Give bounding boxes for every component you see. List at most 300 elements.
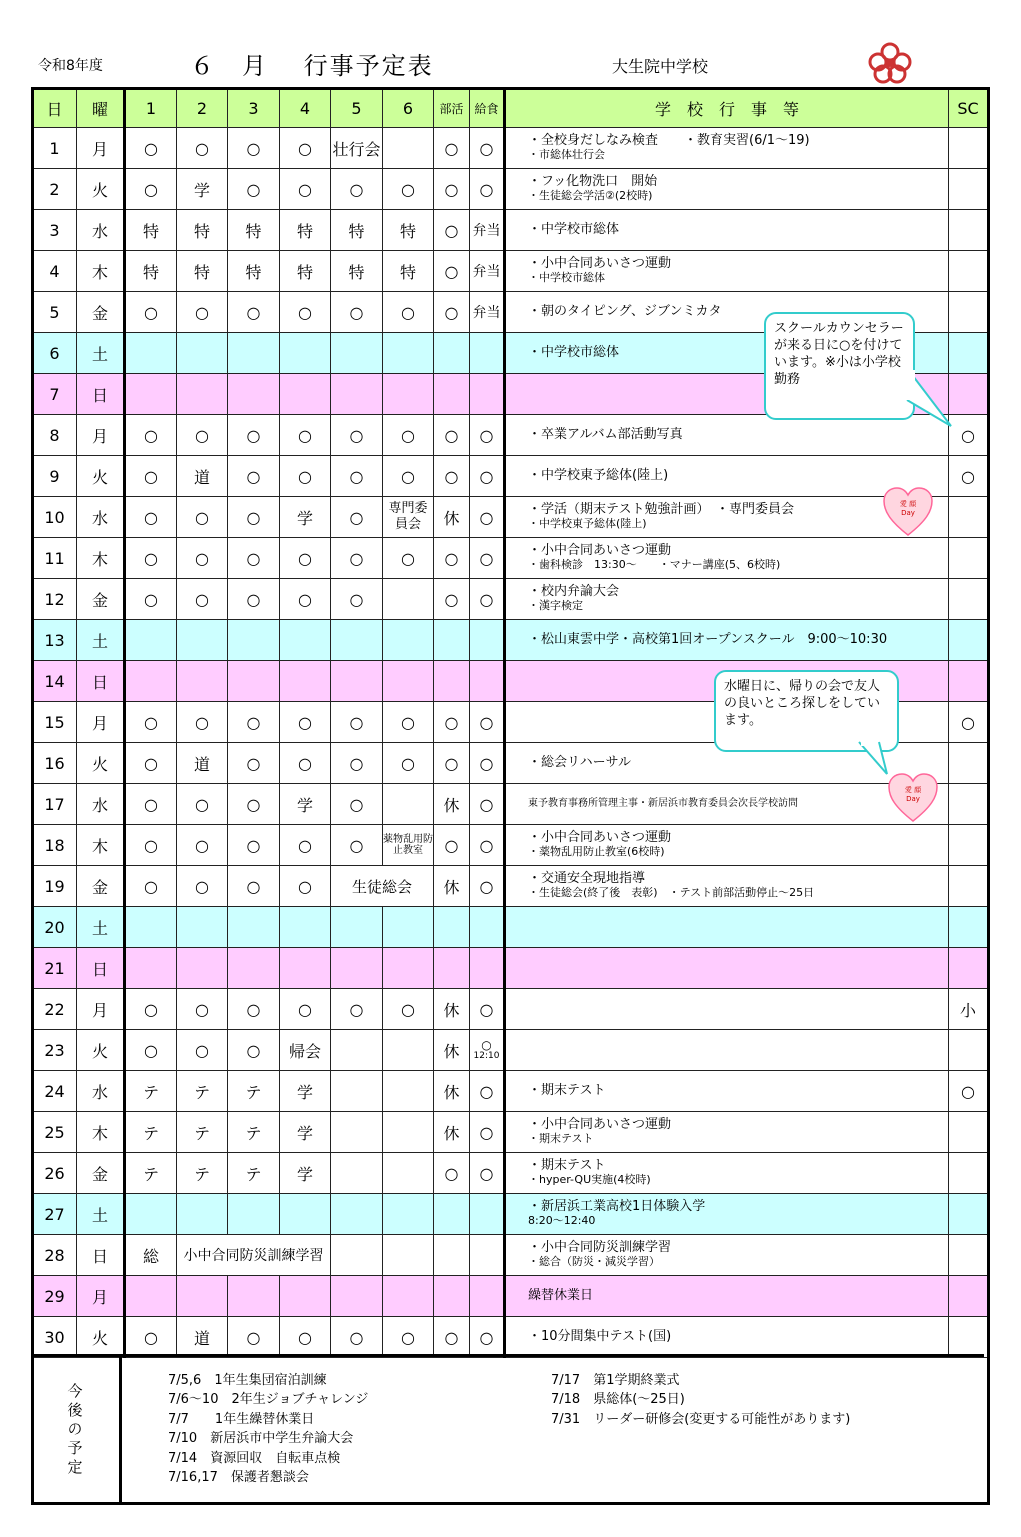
period-cell: ○ (331, 415, 383, 456)
period-cell: ○ (177, 989, 228, 1030)
period-cell (280, 1194, 331, 1235)
upcoming-item: 7/6～10 2年生ジョブチャレンジ (168, 1392, 369, 1408)
period-cell: ○ (228, 989, 280, 1030)
period-cell: 学 (280, 1153, 331, 1194)
period-cell: ○ (228, 1317, 280, 1358)
school-crest-logo-icon (866, 40, 914, 84)
weekday-cell: 月 (77, 702, 125, 743)
sc-cell (949, 1317, 988, 1358)
schedule-row (33, 415, 988, 456)
event-line: ・薬物乱用防止教室(6校時) (528, 845, 665, 858)
period-cell: テ (177, 1153, 228, 1194)
sc-cell (949, 251, 988, 292)
period-cell: ○ (383, 456, 434, 497)
period-cell (177, 1194, 228, 1235)
column-header: SC (949, 89, 988, 128)
day-cell: 23 (33, 1030, 77, 1071)
period-cell (280, 907, 331, 948)
event-line: 東予教育事務所管理主事・新居浜市教育委員会次長学校訪問 (528, 798, 798, 809)
lunch-cell (470, 661, 505, 702)
lunch-cell: ○ (470, 128, 505, 169)
events-cell (505, 989, 949, 1030)
lunch-cell: ○ (470, 497, 505, 538)
schedule-row (33, 866, 988, 907)
period-cell: ○ (331, 989, 383, 1030)
schedule-row (33, 1235, 988, 1276)
period-cell: ○ (383, 1317, 434, 1358)
weekday-cell: 水 (77, 210, 125, 251)
period-cell: 特 (331, 210, 383, 251)
period-cell (177, 907, 228, 948)
club-cell: 休 (434, 1030, 470, 1071)
upcoming-item: 7/17 第1学期終業式 (551, 1373, 680, 1388)
period-cell (177, 374, 228, 415)
schedule-row (33, 1030, 988, 1071)
schedule-row (33, 907, 988, 948)
weekday-cell: 水 (77, 497, 125, 538)
period-cell (125, 907, 177, 948)
period-cell (125, 620, 177, 661)
period-cell: 特 (331, 251, 383, 292)
lunch-cell: ○ 12:10 (470, 1030, 505, 1071)
period-cell: テ (228, 1112, 280, 1153)
events-cell (505, 538, 949, 579)
period-cell: ○ (177, 538, 228, 579)
event-line: ・市総体壮行会 (528, 148, 605, 161)
period-cell: ○ (331, 169, 383, 210)
period-cell: ○ (383, 538, 434, 579)
period-cell: ○ (228, 497, 280, 538)
lunch-cell: ○ (470, 579, 505, 620)
period-cell (331, 1030, 383, 1071)
club-cell (434, 620, 470, 661)
period-cell: ○ (331, 538, 383, 579)
event-line: ・期末テスト (528, 1083, 606, 1098)
day-cell: 17 (33, 784, 77, 825)
period-cell: ○ (125, 538, 177, 579)
club-cell: ○ (434, 415, 470, 456)
sc-cell (949, 825, 988, 866)
period-cell (331, 1071, 383, 1112)
period-cell: テ (125, 1112, 177, 1153)
event-line: ・中学校東予総体(陸上) (528, 517, 647, 530)
sc-cell: ○ (949, 415, 988, 456)
day-cell: 5 (33, 292, 77, 333)
period-cell: ○ (177, 825, 228, 866)
schedule-row (33, 251, 988, 292)
period-cell: ○ (280, 866, 331, 907)
period-cell (177, 620, 228, 661)
event-line: ・松山東雲中学・高校第1回オープンスクール 9:00～10:30 (528, 632, 888, 647)
event-line: ・校内弁論大会 (528, 584, 620, 599)
schedule-row (33, 1194, 988, 1235)
period-cell: 総 (125, 1235, 177, 1276)
period-cell (383, 1276, 434, 1317)
sc-cell (949, 1112, 988, 1153)
weekday-cell: 日 (77, 374, 125, 415)
period-cell (280, 620, 331, 661)
period-cell: ○ (280, 292, 331, 333)
period-cell: ○ (280, 989, 331, 1030)
period-cell (177, 333, 228, 374)
schedule-row (33, 989, 988, 1030)
period-cell: ○ (125, 169, 177, 210)
event-line: 8:20～12:40 (528, 1214, 596, 1227)
schedule-row (33, 1276, 988, 1317)
upcoming-item: 7/31 リーダー研修会(変更する可能性があります) (551, 1411, 851, 1427)
club-cell: ○ (434, 1153, 470, 1194)
sc-cell (949, 1276, 988, 1317)
period-cell (177, 948, 228, 989)
period-cell: ○ (331, 743, 383, 784)
club-cell: ○ (434, 210, 470, 251)
lunch-cell: ○ (470, 702, 505, 743)
weekday-cell: 土 (77, 907, 125, 948)
sc-cell (949, 620, 988, 661)
sc-callout (764, 312, 915, 420)
period-cell: テ (228, 1071, 280, 1112)
sc-callout-text: スクールカウンセラーが来る日に○を付けています。※小は小学校勤務 (774, 321, 904, 387)
period-cell: ○ (228, 1030, 280, 1071)
period-cell: ○ (177, 579, 228, 620)
period-cell (383, 128, 434, 169)
period-cell (383, 1112, 434, 1153)
period-cell: ○ (125, 579, 177, 620)
period-cell: ○ (331, 497, 383, 538)
club-cell: 休 (434, 1071, 470, 1112)
day-cell: 15 (33, 702, 77, 743)
period-cell: ○ (228, 415, 280, 456)
events-cell (505, 948, 949, 989)
club-cell: ○ (434, 743, 470, 784)
schedule-row (33, 538, 988, 579)
event-line: ・総会リハーサル (528, 755, 631, 770)
schedule-row (33, 456, 988, 497)
event-line: ・hyper-QU実施(4校時) (528, 1173, 651, 1186)
period-cell: ○ (125, 866, 177, 907)
club-cell: 休 (434, 989, 470, 1030)
lunch-cell: ○ (470, 1153, 505, 1194)
period-cell: ○ (125, 784, 177, 825)
upcoming-item: 7/16,17 保護者懇談会 (168, 1470, 309, 1486)
sc-cell (949, 292, 988, 333)
period-cell: 学 (280, 497, 331, 538)
sc-cell (949, 333, 988, 374)
events-cell (505, 1194, 949, 1235)
schedule-row (33, 169, 988, 210)
weekday-cell: 月 (77, 415, 125, 456)
period-cell (383, 1071, 434, 1112)
club-cell (434, 661, 470, 702)
period-cell: ○ (228, 825, 280, 866)
schedule-row (33, 784, 988, 825)
period-cell: ○ (383, 292, 434, 333)
event-line: 繰替休業日 (528, 1288, 594, 1303)
schedule-row (33, 128, 988, 169)
event-line: ・歯科検診 13:30～ ・マナー講座(5、6校時) (528, 558, 781, 571)
heart-label-top: 愛 顔 (899, 500, 917, 508)
period-cell (331, 374, 383, 415)
lunch-cell: ○ (470, 1317, 505, 1358)
lunch-cell (470, 620, 505, 661)
lunch-cell: ○ (470, 784, 505, 825)
period-cell: ○ (177, 128, 228, 169)
period-cell: ○ (125, 128, 177, 169)
period-cell (280, 661, 331, 702)
column-header: 部活 (434, 89, 470, 128)
period-cell: ○ (177, 292, 228, 333)
period-cell: ○ (125, 825, 177, 866)
period-cell: 特 (228, 210, 280, 251)
period-cell (280, 333, 331, 374)
event-line: ・全校身だしなみ検査 ・教育実習(6/1～19) (528, 133, 810, 148)
period-cell: ○ (383, 169, 434, 210)
weekday-cell: 月 (77, 128, 125, 169)
upcoming-item: 7/7 1年生繰替休業日 (168, 1411, 315, 1427)
event-line: ・生徒総会学活②(2校時) (528, 189, 653, 202)
period-cell: ○ (177, 784, 228, 825)
period-cell: 道 (177, 1317, 228, 1358)
period-cell: 特 (383, 251, 434, 292)
period-cell (383, 907, 434, 948)
upcoming-item: 7/5,6 1年生集団宿泊訓練 (168, 1373, 327, 1388)
period-cell (331, 1235, 383, 1276)
period-cell (331, 907, 383, 948)
period-cell: ○ (125, 743, 177, 784)
event-line: ・中学校市総体 (528, 222, 620, 237)
period-cell: ○ (125, 702, 177, 743)
weekday-cell: 水 (77, 784, 125, 825)
heart-icon (882, 487, 934, 537)
column-header: 給食 (470, 89, 505, 128)
period-cell: ○ (331, 579, 383, 620)
period-cell: ○ (228, 456, 280, 497)
period-cell: ○ (280, 825, 331, 866)
lunch-cell: ○ (470, 866, 505, 907)
event-line: ・フッ化物洗口 開始 (528, 174, 658, 189)
events-cell (505, 579, 949, 620)
lunch-cell: ○ (470, 743, 505, 784)
period-cell: ○ (383, 702, 434, 743)
schedule-row (33, 1317, 988, 1358)
period-cell: ○ (125, 1030, 177, 1071)
period-cell: 特 (177, 251, 228, 292)
schedule-row (33, 497, 988, 538)
sc-cell: ○ (949, 1071, 988, 1112)
lunch-cell: ○ (470, 415, 505, 456)
period-cell: 特 (280, 251, 331, 292)
period-cell (280, 374, 331, 415)
event-line: ・朝のタイピング、ジブンミカタ (528, 304, 722, 319)
day-cell: 10 (33, 497, 77, 538)
upcoming-item: 7/18 県総体(～25日) (551, 1392, 685, 1408)
upcoming-list-right (551, 1371, 850, 1429)
event-line: ・小中合同防災訓練学習 (528, 1240, 672, 1255)
sc-cell (949, 907, 988, 948)
period-cell (177, 661, 228, 702)
day-cell: 16 (33, 743, 77, 784)
upcoming-item: 7/14 資源回収 自転車点検 (168, 1450, 341, 1466)
sc-cell (949, 661, 988, 702)
lunch-cell: ○ (470, 1112, 505, 1153)
period-cell: テ (125, 1071, 177, 1112)
weekday-cell: 木 (77, 825, 125, 866)
period-cell: 生徒総会 (331, 866, 434, 907)
lunch-cell (470, 907, 505, 948)
column-header: 6 (383, 89, 434, 128)
schedule-row (33, 948, 988, 989)
lunch-cell: ○ (470, 825, 505, 866)
day-cell: 18 (33, 825, 77, 866)
period-cell (331, 620, 383, 661)
lunch-cell (470, 374, 505, 415)
period-cell (383, 620, 434, 661)
events-cell (505, 825, 949, 866)
schedule-row (33, 620, 988, 661)
event-line: ・期末テスト (528, 1132, 594, 1145)
weekday-cell: 日 (77, 661, 125, 702)
lunch-cell (470, 948, 505, 989)
sc-cell: ○ (949, 456, 988, 497)
club-cell: ○ (434, 1317, 470, 1358)
period-cell: ○ (228, 743, 280, 784)
weekday-cell: 木 (77, 251, 125, 292)
page-header (0, 0, 1021, 90)
heart-label-bottom: Day (906, 795, 920, 803)
period-cell (331, 333, 383, 374)
events-cell (505, 415, 949, 456)
period-cell (331, 661, 383, 702)
day-cell: 13 (33, 620, 77, 661)
sc-cell (949, 169, 988, 210)
weekday-cell: 金 (77, 292, 125, 333)
event-line: ・漢字検定 (528, 599, 583, 612)
sc-cell (949, 128, 988, 169)
period-cell (331, 1112, 383, 1153)
heart-label-top: 愛 顔 (904, 786, 922, 794)
weekday-cell: 土 (77, 333, 125, 374)
period-cell: 薬物乱用防止教室 (383, 825, 434, 866)
day-cell: 3 (33, 210, 77, 251)
schedule-row (33, 579, 988, 620)
period-cell (177, 1276, 228, 1317)
period-cell (383, 1030, 434, 1071)
day-cell: 21 (33, 948, 77, 989)
period-cell: ○ (280, 1317, 331, 1358)
event-line: ・10分間集中テスト(国) (528, 1329, 672, 1344)
period-cell: ○ (125, 989, 177, 1030)
club-cell: ○ (434, 702, 470, 743)
day-cell: 7 (33, 374, 77, 415)
period-cell (383, 948, 434, 989)
sc-cell (949, 210, 988, 251)
period-cell (125, 661, 177, 702)
day-cell: 26 (33, 1153, 77, 1194)
lunch-cell (470, 1276, 505, 1317)
period-cell (228, 661, 280, 702)
lunch-cell: ○ (470, 169, 505, 210)
weekday-cell: 木 (77, 538, 125, 579)
event-line: ・小中合同あいさつ運動 (528, 1117, 672, 1132)
event-line: ・小中合同あいさつ運動 (528, 543, 672, 558)
period-cell: 専門委員会 (383, 497, 434, 538)
period-cell (228, 1276, 280, 1317)
event-line: ・新居浜工業高校1日体験入学 (528, 1199, 706, 1214)
period-cell: 学 (280, 1071, 331, 1112)
lunch-cell: ○ (470, 538, 505, 579)
period-cell (228, 333, 280, 374)
club-cell (434, 1194, 470, 1235)
period-cell: 学 (280, 1112, 331, 1153)
period-cell: ○ (228, 169, 280, 210)
day-cell: 8 (33, 415, 77, 456)
period-cell: ○ (125, 292, 177, 333)
period-cell: ○ (228, 292, 280, 333)
period-cell: ○ (280, 702, 331, 743)
weekday-cell: 日 (77, 948, 125, 989)
schedule-row (33, 1071, 988, 1112)
period-cell: ○ (383, 415, 434, 456)
period-cell: 道 (177, 743, 228, 784)
lunch-cell: ○ (470, 456, 505, 497)
club-cell: ○ (434, 579, 470, 620)
period-cell: ○ (280, 169, 331, 210)
schedule-row (33, 825, 988, 866)
period-cell: ○ (331, 784, 383, 825)
period-cell (383, 661, 434, 702)
period-cell (125, 948, 177, 989)
school-name: 大生院中学校 (612, 57, 709, 76)
weekday-cell: 火 (77, 456, 125, 497)
period-cell: 特 (125, 210, 177, 251)
day-cell: 6 (33, 333, 77, 374)
period-cell: 特 (228, 251, 280, 292)
day-cell: 9 (33, 456, 77, 497)
day-cell: 14 (33, 661, 77, 702)
events-cell (505, 1235, 949, 1276)
period-cell: ○ (125, 456, 177, 497)
column-header: 1 (125, 89, 177, 128)
lunch-cell: 弁当 (470, 210, 505, 251)
events-cell (505, 1071, 949, 1112)
event-line: ・生徒総会(終了後 表彰) ・テスト前部活動停止～25日 (528, 886, 815, 899)
period-cell: ○ (228, 702, 280, 743)
schedule-row (33, 1112, 988, 1153)
period-cell: 特 (177, 210, 228, 251)
sc-cell (949, 1194, 988, 1235)
weekday-cell: 火 (77, 1030, 125, 1071)
club-cell (434, 1276, 470, 1317)
club-cell: 休 (434, 1112, 470, 1153)
period-cell (228, 620, 280, 661)
heart-label-bottom: Day (901, 509, 915, 517)
period-cell (125, 1194, 177, 1235)
weekday-cell: 月 (77, 1276, 125, 1317)
club-cell: ○ (434, 456, 470, 497)
club-cell (434, 907, 470, 948)
weekday-cell: 日 (77, 1235, 125, 1276)
period-cell: 小中合同防災訓練学習 (177, 1235, 331, 1276)
event-line: ・期末テスト (528, 1158, 606, 1173)
period-cell: ○ (177, 702, 228, 743)
column-header: 4 (280, 89, 331, 128)
period-cell: 特 (383, 210, 434, 251)
period-cell: 道 (177, 456, 228, 497)
period-cell (383, 579, 434, 620)
period-cell: ○ (228, 866, 280, 907)
day-cell: 28 (33, 1235, 77, 1276)
day-cell: 4 (33, 251, 77, 292)
